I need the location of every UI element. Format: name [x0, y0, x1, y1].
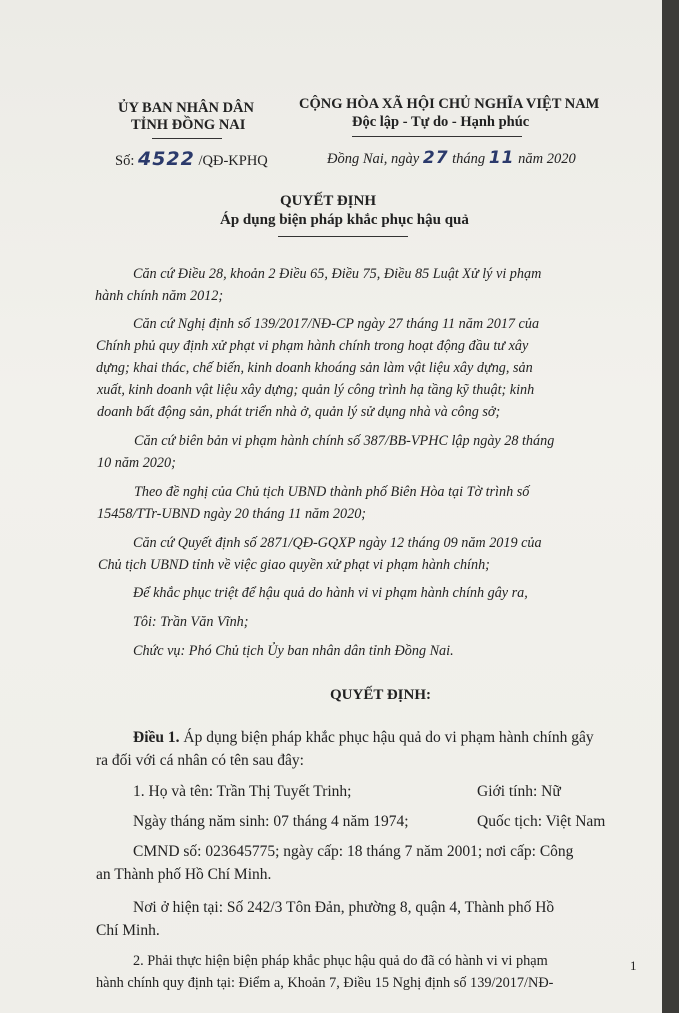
item2-line1: 2. Phải thực hiện biện pháp khắc phục hậu quả do đã có hành vi vi phạm: [133, 953, 548, 969]
document-title: QUYẾT ĐỊNH: [280, 193, 376, 209]
address-line2: Chí Minh.: [96, 922, 160, 939]
decision-number: [115, 148, 268, 170]
document-subtitle: Áp dụng biện pháp khắc phục hậu quả: [220, 212, 469, 228]
page-number: 1: [630, 958, 637, 973]
preamble-line: Căn cứ Quyết định số 2871/QĐ-GQXP ngày 12 tháng 09 năm 2019 của: [133, 535, 542, 551]
preamble-line: Theo đề nghị của Chủ tịch UBND thành phố Biên Hòa tại Tờ trình số: [134, 484, 530, 500]
preamble-line: dựng; khai thác, chế biến, kinh doanh khoáng sản làm vật liệu xây dựng, sản: [96, 360, 533, 376]
number-label: Số:: [115, 153, 135, 169]
preamble-line: Chức vụ: Phó Chủ tịch Ủy ban nhân dân tỉnh Đồng Nai.: [133, 643, 454, 659]
preamble-line: Chủ tịch UBND tỉnh về việc giao quyền xử phạt vi phạm hành chính;: [98, 557, 490, 573]
preamble-line: Để khắc phục triệt để hậu quả do hành vi vi phạm hành chính gây ra,: [133, 585, 528, 601]
person-name: 1. Họ và tên: Trần Thị Tuyết Trinh;: [133, 783, 352, 800]
date-prefix: Đồng Nai, ngày: [327, 151, 420, 167]
person-dob: Ngày tháng năm sinh: 07 tháng 4 năm 1974;: [133, 813, 409, 830]
article1-line2: ra đối với cá nhân có tên sau đây:: [96, 752, 304, 769]
id-line2: an Thành phố Hồ Chí Minh.: [96, 866, 272, 883]
preamble-line: Căn cứ Điều 28, khoản 2 Điều 65, Điều 75, Điều 85 Luật Xử lý vi phạm: [133, 266, 542, 282]
decision-heading: QUYẾT ĐỊNH:: [330, 687, 431, 703]
preamble-line: Căn cứ Nghị định số 139/2017/NĐ-CP ngày 27 tháng 11 năm 2017 của: [133, 316, 540, 332]
preamble-line: doanh bất động sản, phát triển nhà ở, quản lý sử dụng nhà và công sở;: [97, 404, 501, 420]
handwritten-month: 11: [488, 148, 515, 168]
preamble-line: Tôi: Trần Văn Vĩnh;: [133, 614, 249, 630]
item2-line2: hành chính quy định tại: Điểm a, Khoản 7, Điều 15 Nghị định số 139/2017/NĐ-: [96, 975, 554, 991]
preamble-line: Chính phủ quy định xử phạt vi phạm hành chính trong hoạt động đầu tư xây: [96, 338, 529, 354]
handwritten-number: 4522: [137, 148, 195, 170]
person-nationality: Quốc tịch: Việt Nam: [477, 813, 606, 830]
preamble-line: 10 năm 2020;: [97, 455, 176, 471]
date-year: năm 2020: [518, 151, 576, 167]
agency-name-line1: ỦY BAN NHÂN DÂN: [118, 100, 255, 116]
handwritten-day: 27: [422, 148, 449, 168]
number-suffix: /QĐ-KPHQ: [198, 153, 268, 169]
agency-name-line2: TỈNH ĐỒNG NAI: [131, 117, 246, 133]
address-line1: Nơi ở hiện tại: Số 242/3 Tôn Đản, phường 8, quận 4, Thành phố Hồ: [133, 899, 555, 916]
preamble-line: hành chính năm 2012;: [95, 288, 224, 304]
id-line1: CMND số: 023645775; ngày cấp: 18 tháng 7 năm 2001; nơi cấp: Công: [133, 843, 574, 860]
person-gender: Giới tính: Nữ: [477, 783, 561, 800]
article1-text: Áp dụng biện pháp khắc phục hậu quả do vi phạm hành chính gây: [179, 729, 594, 746]
title-underline: [278, 236, 408, 237]
republic-name: CỘNG HÒA XÃ HỘI CHỦ NGHĨA VIỆT NAM: [299, 96, 600, 112]
article1-label: Điều 1.: [133, 729, 180, 746]
article1-line1: [133, 729, 594, 747]
motto-underline: [352, 136, 522, 137]
agency-underline: [152, 138, 222, 139]
preamble-line: Căn cứ biên bản vi phạm hành chính số 387/BB-VPHC lập ngày 28 tháng: [134, 433, 555, 449]
date-month-label: tháng: [452, 151, 486, 167]
issue-date: [327, 148, 576, 168]
preamble-line: 15458/TTr-UBND ngày 20 tháng 11 năm 2020;: [97, 506, 367, 522]
preamble-line: xuất, kinh doanh vật liệu xây dựng; quản lý công trình hạ tầng kỹ thuật; kinh: [97, 382, 535, 398]
background-edge: [662, 0, 679, 1013]
national-motto: Độc lập - Tự do - Hạnh phúc: [352, 114, 530, 130]
